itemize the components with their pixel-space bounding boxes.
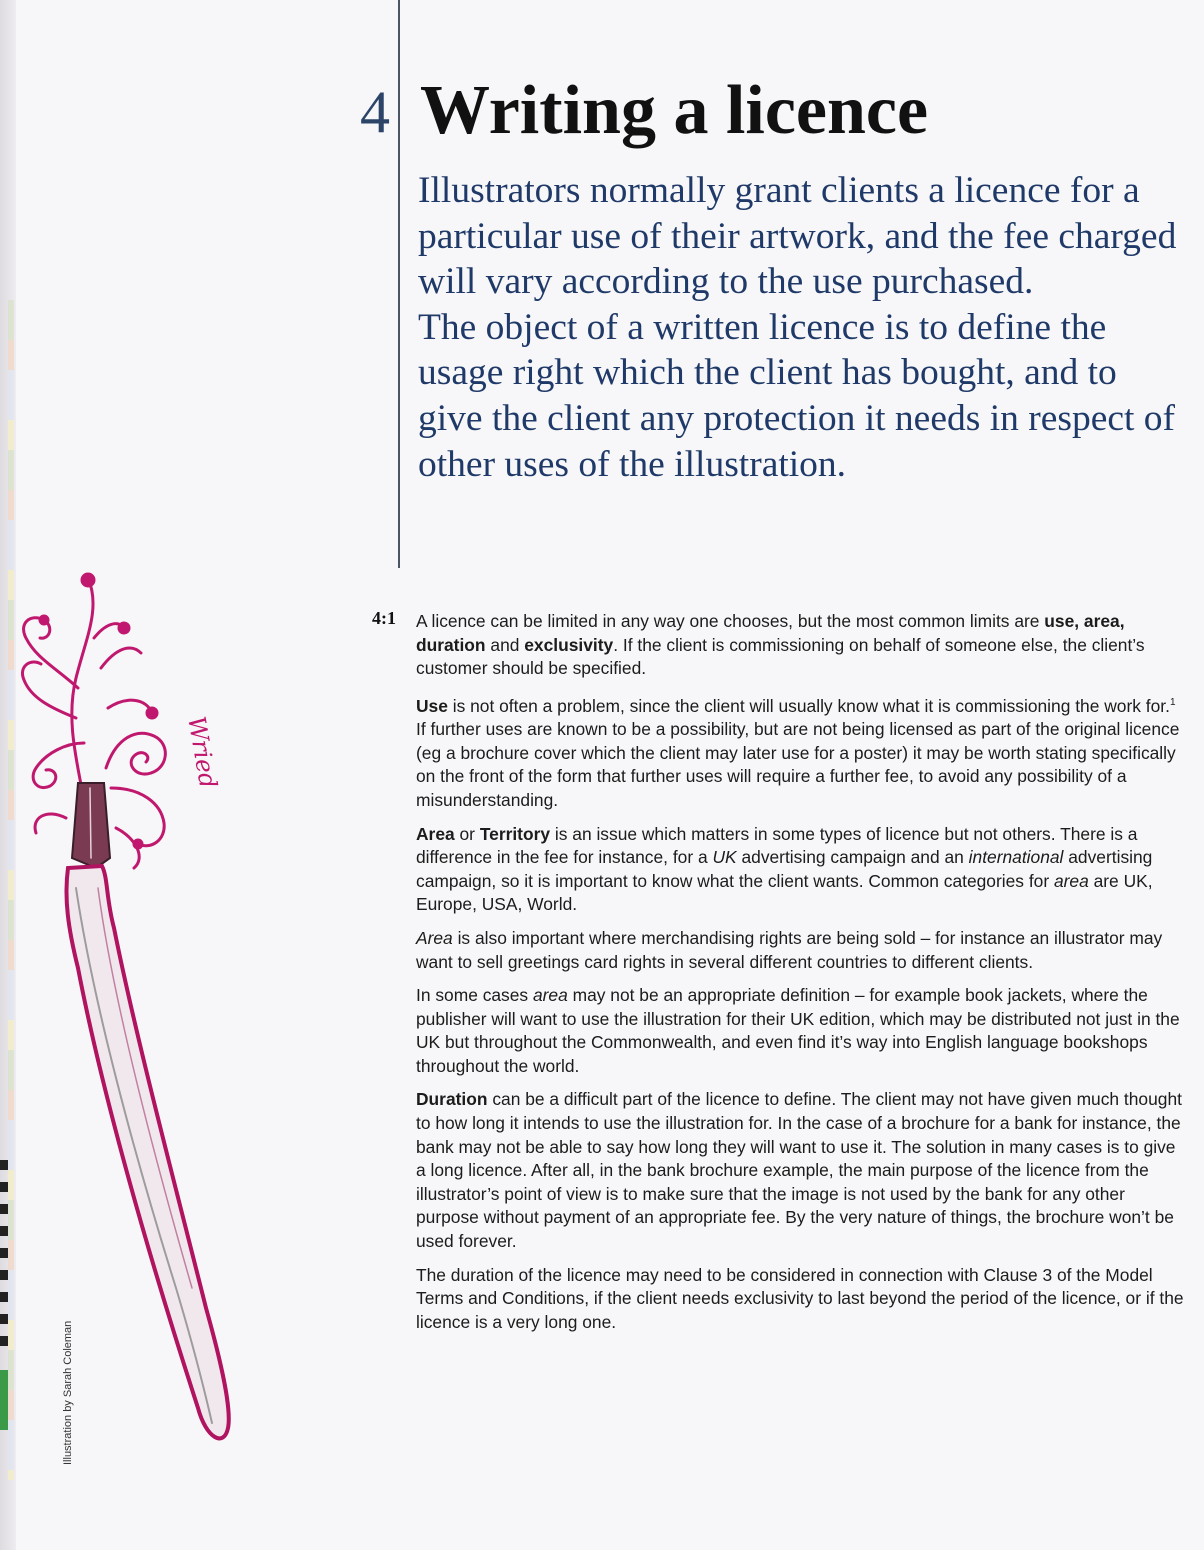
chapter-number: 4 (360, 79, 390, 145)
bold-term: exclusivity (524, 634, 614, 655)
text-run: advertising campaign and an (736, 847, 969, 868)
illustration-credit: Illustration by Sarah Coleman (62, 1320, 74, 1465)
text-run: and (485, 634, 525, 655)
bold-term: Territory (479, 823, 551, 844)
bold-term: Area (416, 823, 455, 844)
pen-nib (72, 783, 110, 868)
italic-term: area (532, 985, 568, 1006)
text-run: . If the client is commissioning on behalf of someone else, the client’s customer should be specified. (416, 634, 1145, 679)
text-run: is an issue which matters in some types of licence but not others. There is a difference in the fee for instance, for a (416, 823, 1138, 868)
intro-paragraph: Illustrators normally grant clients a licence for a particular use of their artwork, and the fee charged will vary according to the use purchased. (418, 170, 1177, 303)
text-run: If further uses are known to be a possibility, but are not being licensed as part of the original licence (eg a brochure cover which the client may later use for a poster) it may be worth stating specifically on the front of the form that further uses will require a further fee, to avoid any possibility of a misunderstanding. (416, 719, 1180, 810)
chapter-title: Writing a licence (420, 72, 929, 149)
italic-term: area (1053, 870, 1089, 891)
italic-term: international (968, 847, 1064, 868)
bold-term: use, area, duration (416, 611, 1125, 655)
text-run: or (454, 823, 480, 844)
paragraph-duration (416, 1088, 1186, 1253)
paragraph-use (416, 691, 1186, 813)
italic-term: Area (416, 927, 453, 948)
paragraph-area (416, 823, 1186, 917)
illustration-word: Wried (182, 714, 223, 791)
clause-body (416, 610, 1186, 1344)
pen-illustration (6, 568, 256, 1468)
bold-term: Use (416, 695, 448, 716)
text-run: may not be an appropriate definition – for example book jackets, where the publisher will want to use the illustration for their UK edition, which may be distributed not just in the UK but throughout the Commonwealth, and even find it’s way into English language bookshops throughout the world. (416, 985, 1180, 1076)
paragraph-book-jackets (416, 984, 1186, 1078)
intro-text (418, 168, 1178, 487)
text-run: is not often a problem, since the client will usually know what it is commissioning the work for. (447, 695, 1170, 716)
text-run: The duration of the licence may need to be considered in connection with Clause 3 of the Model Terms and Conditions, if the client needs exclusivity to last beyond the period of the licence, or if the licence is a very long one. (416, 1264, 1184, 1332)
footnote-marker: 1 (1169, 696, 1176, 708)
text-run: advertising campaign, so it is important to know what the client wants. Common categories for (416, 847, 1153, 891)
paragraph-duration-clause-3 (416, 1264, 1186, 1335)
paragraph-merchandising (416, 927, 1186, 974)
text-run: In some cases (416, 985, 533, 1006)
bold-term: Duration (416, 1089, 488, 1110)
intro-paragraph: The object of a written licence is to define the usage right which the client has bought, and to give the client any protection it needs in respect of other uses of the illustration. (418, 306, 1176, 485)
text-run: A licence can be limited in any way one chooses, but the most common limits are (416, 611, 1045, 631)
text-run: are UK, Europe, USA, World. (416, 870, 1153, 915)
paragraph-limits (416, 610, 1186, 681)
pen-barrel (66, 866, 228, 1438)
text-run: is also important where merchandising rights are being sold – for instance an illustrator may want to sell greetings card rights in several different countries to different clients. (416, 927, 1163, 972)
clause-number: 4:1 (372, 608, 396, 628)
chapter-divider-rule (398, 0, 400, 568)
italic-term: UK (712, 847, 737, 868)
text-run: can be a difficult part of the licence to define. The client may not have given much thought to how long it intends to use the illustration for. In the case of a brochure for a bank for instance, the bank may not be able to say how long they will want to use it. The solution in many cases is to give a long licence. After all, in the bank brochure example, the main purpose of the licence from the illustrator’s point of view is to make sure that the image is not used by the bank for any other purpose without payment of an appropriate fee. By the very nature of things, the brochure won’t be used forever. (416, 1089, 1182, 1252)
